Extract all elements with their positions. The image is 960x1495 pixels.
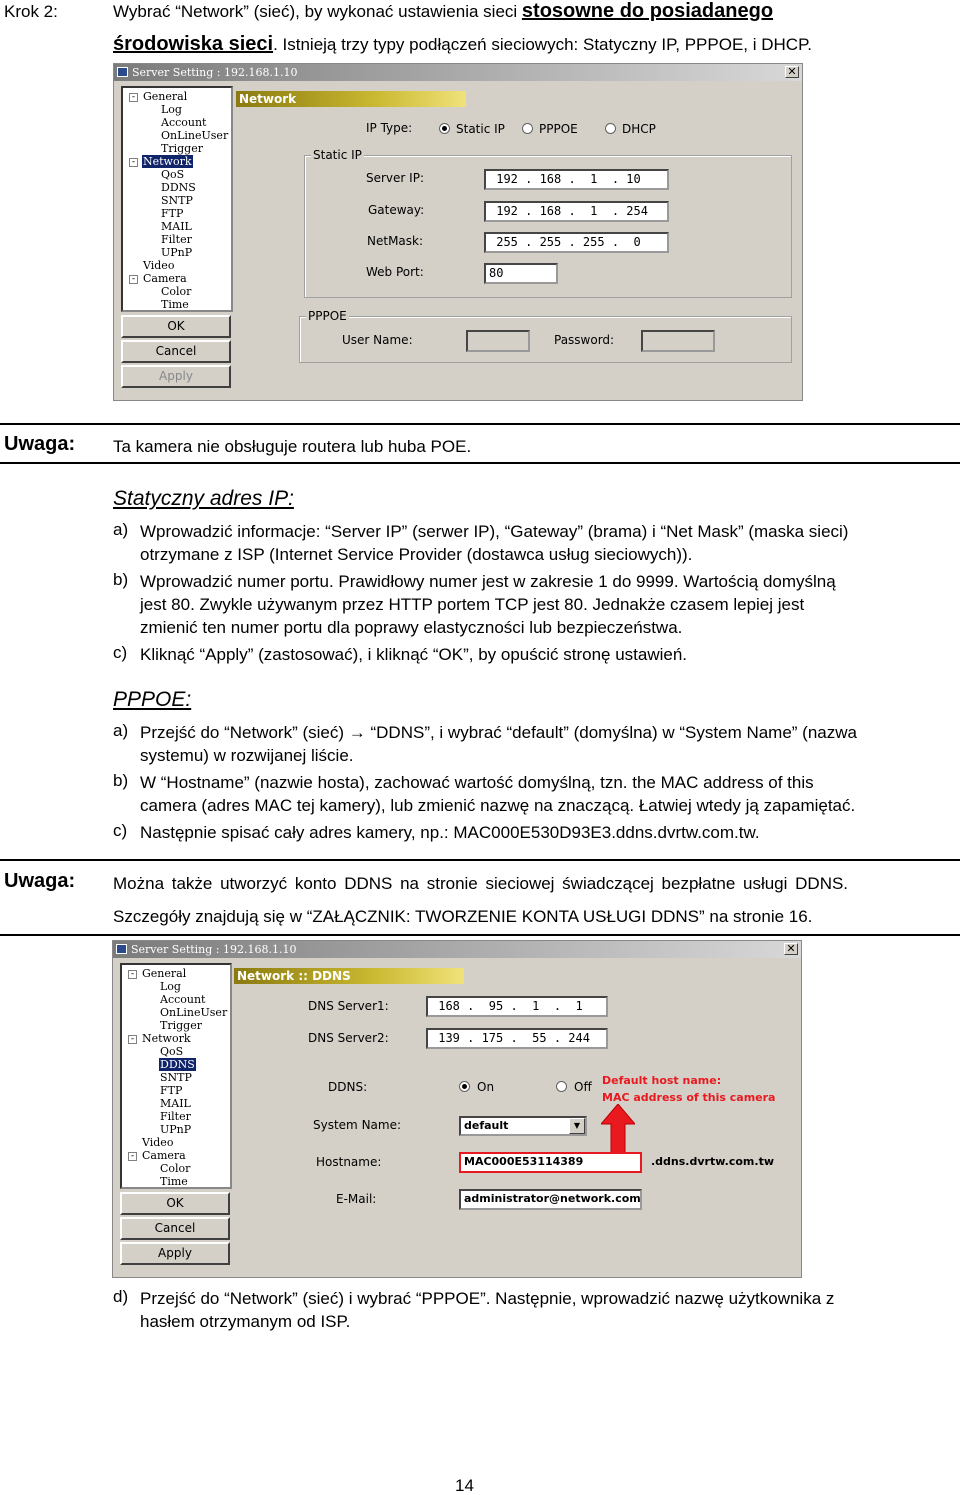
ddns-on-radio[interactable] — [459, 1081, 470, 1092]
tree-item[interactable]: SNTP — [161, 194, 193, 207]
note2-line1: Można także utworzyć konto DDNS na stronie sieciowej świadczącej bezpłatne usługi DDNS. — [113, 874, 849, 893]
page-number: 14 — [455, 1476, 474, 1495]
static-ip-heading: Statyczny adres IP: — [113, 487, 294, 510]
note-label: Uwaga: — [4, 433, 76, 455]
pppoe-a-text: Przejść do “Network” (sieć) — [140, 723, 349, 742]
divider — [0, 934, 960, 936]
pppoe-radio[interactable] — [522, 123, 533, 134]
static-item-c-line1: Kliknąć “Apply” (zastosować), i kliknąć “OK”, by opuścić stronę ustawień. — [140, 645, 688, 664]
step-d-line2: hasłem otrzymanym od ISP. — [140, 1312, 351, 1331]
server-ip-input[interactable]: 192 . 168 . 1 . 10 — [484, 169, 669, 190]
item-mark: b) — [113, 771, 129, 790]
tree-item[interactable]: Log — [161, 103, 182, 116]
netmask-input[interactable]: 255 . 255 . 255 . 0 — [484, 232, 669, 253]
tree-item[interactable]: Time — [161, 298, 189, 311]
collapse-icon[interactable]: - — [129, 93, 138, 102]
user-name-input[interactable] — [466, 330, 530, 352]
dns-server1-label: DNS Server1: — [308, 999, 389, 1013]
email-label: E-Mail: — [336, 1192, 377, 1206]
tree-item[interactable]: General — [143, 90, 188, 103]
tree-item[interactable]: Network — [142, 1032, 191, 1045]
collapse-icon[interactable]: - — [129, 158, 138, 167]
static-ip-option: Static IP — [456, 122, 505, 136]
server-ip-label: Server IP: — [366, 171, 424, 185]
ip-type-label: IP Type: — [366, 121, 413, 135]
arrow-right-icon: → — [348, 723, 366, 742]
tree-item[interactable]: UPnP — [161, 246, 193, 259]
dns-server2-label: DNS Server2: — [308, 1031, 389, 1045]
app-icon — [117, 67, 128, 77]
divider — [0, 423, 960, 425]
gateway-input[interactable]: 192 . 168 . 1 . 254 — [484, 201, 669, 222]
dhcp-option: DHCP — [622, 122, 656, 136]
pppoe-item-b-line2: camera (adres MAC tej kamery), lub zmienić nazwę na znaczącą. Łatwiej wtedy ją zapamiętać. — [140, 796, 856, 815]
ddns-label: DDNS: — [328, 1080, 368, 1094]
mac-address-hint: MAC address of this camera — [602, 1091, 776, 1104]
web-port-input[interactable]: 80 — [484, 263, 558, 284]
system-name-select[interactable]: default — [459, 1116, 587, 1136]
item-mark: b) — [113, 570, 129, 589]
step-text: Wybrać “Network” (sieć), by wykonać ustawienia sieci — [113, 2, 522, 21]
tree-item[interactable]: Account — [161, 116, 207, 129]
web-port-label: Web Port: — [366, 265, 424, 279]
step-label: Krok 2: — [4, 2, 58, 21]
dialog-title-bar — [114, 64, 802, 81]
tree-item[interactable]: FTP — [160, 1084, 183, 1097]
close-button[interactable]: ✕ — [784, 943, 798, 955]
pppoe-item-b-line1: W “Hostname” (nazwie hosta), zachować wartość domyślną, tzn. the MAC address of this — [140, 773, 814, 792]
tree-item[interactable]: QoS — [160, 1045, 184, 1058]
panel-title: Network — [236, 91, 466, 107]
tree-item[interactable]: Video — [143, 259, 175, 272]
tree-item[interactable]: Video — [142, 1136, 174, 1149]
tree-item[interactable]: MAIL — [160, 1097, 191, 1110]
tree-item[interactable]: OnLineUser — [161, 129, 229, 142]
netmask-label: NetMask: — [367, 234, 424, 248]
pppoe-item-a-line2: systemu) w rozwijanej liście. — [140, 746, 354, 765]
dialog-title: Server Setting : 192.168.1.10 — [132, 66, 298, 79]
app-icon — [116, 944, 127, 954]
static-item-a-line1: Wprowadzić informacje: “Server IP” (serwer IP), “Gateway” (brama) i “Net Mask” (maska sieci) — [140, 522, 849, 541]
step-text-2: . Istnieją trzy typy podłączeń sieciowych: Statyczny IP, PPPOE, i DHCP. — [273, 35, 812, 54]
static-ip-radio[interactable] — [439, 123, 450, 134]
settings-tree — [121, 86, 233, 312]
pppoe-a-text-2: “DDNS”, i wybrać “default” (domyślna) w “System Name” (nazwa — [365, 723, 857, 742]
tree-item[interactable]: UPnP — [160, 1123, 192, 1136]
gateway-label: Gateway: — [368, 203, 425, 217]
ok-button[interactable]: OK — [120, 1192, 230, 1215]
collapse-icon[interactable]: - — [128, 970, 137, 979]
divider — [0, 859, 960, 861]
collapse-icon[interactable]: - — [129, 275, 138, 284]
ddns-off-option: Off — [574, 1080, 592, 1094]
step-emphasis-2: środowiska sieci — [113, 33, 274, 55]
tree-item[interactable]: OnLineUser — [160, 1006, 228, 1019]
apply-button[interactable]: Apply — [121, 365, 231, 388]
static-item-b-line1: Wprowadzić numer portu. Prawidłowy numer jest w zakresie 1 do 9999. Wartością domyślną — [140, 572, 836, 591]
item-mark: a) — [113, 721, 129, 740]
system-name-label: System Name: — [313, 1118, 402, 1132]
pppoe-heading: PPPOE: — [113, 688, 192, 711]
tree-item[interactable]: Trigger — [160, 1019, 202, 1032]
hostname-input[interactable]: MAC000E53114389 — [459, 1152, 642, 1173]
panel-title: Network :: DDNS — [234, 968, 464, 984]
tree-item[interactable]: Color — [160, 1162, 191, 1175]
dns-server1-input[interactable]: 168 . 95 . 1 . 1 — [426, 996, 608, 1017]
item-mark: c) — [113, 643, 128, 662]
item-mark: c) — [113, 821, 128, 840]
cancel-button[interactable]: Cancel — [120, 1217, 230, 1240]
tree-item[interactable]: Color — [161, 285, 192, 298]
step-emphasis: stosowne do posiadanego — [521, 0, 774, 22]
tree-item[interactable]: MAIL — [161, 220, 192, 233]
up-arrow-icon — [601, 1104, 635, 1154]
collapse-icon[interactable]: - — [128, 1152, 137, 1161]
tree-item[interactable]: Time — [160, 1175, 188, 1188]
default-host-hint: Default host name: — [602, 1074, 722, 1087]
static-item-a-line2: otrzymane z ISP (Internet Service Provider (dostawca usług sieciowych)). — [140, 545, 693, 564]
close-button[interactable]: ✕ — [785, 66, 799, 78]
item-mark: a) — [113, 520, 129, 539]
tree-item[interactable]: Trigger — [161, 142, 203, 155]
cancel-button[interactable]: Cancel — [121, 340, 231, 363]
step-line-2 — [113, 33, 812, 56]
dropdown-arrow-icon[interactable]: ▼ — [569, 1118, 585, 1134]
tree-item[interactable]: FTP — [161, 207, 184, 220]
tree-item[interactable]: DDNS — [161, 181, 196, 194]
step-line-1 — [113, 0, 773, 23]
ddns-on-option: On — [477, 1080, 495, 1094]
tree-item[interactable]: Filter — [161, 233, 192, 246]
password-input[interactable] — [641, 330, 715, 352]
divider — [0, 462, 960, 464]
dhcp-radio[interactable] — [605, 123, 616, 134]
tree-item-selected[interactable]: DDNS — [160, 1058, 195, 1071]
apply-button[interactable]: Apply — [120, 1242, 230, 1265]
tree-item[interactable]: Account — [160, 993, 206, 1006]
tree-item[interactable]: General — [142, 967, 187, 980]
step-d-line1: Przejść do “Network” (sieć) i wybrać “PPPOE”. Następnie, wprowadzić nazwę użytkownika z — [140, 1289, 835, 1308]
hostname-label: Hostname: — [316, 1155, 382, 1169]
tree-item[interactable]: Camera — [142, 1149, 186, 1162]
static-item-b-line3: zmienić ten numer portu dla poprawy elastyczności lub bezpieczeństwa. — [140, 618, 683, 637]
tree-item[interactable]: Filter — [160, 1110, 191, 1123]
email-input[interactable]: administrator@network.com — [459, 1189, 642, 1210]
note-label: Uwaga: — [4, 870, 76, 892]
dialog-title: Server Setting : 192.168.1.10 — [131, 943, 297, 956]
ddns-off-radio[interactable] — [556, 1081, 567, 1092]
tree-item[interactable]: Log — [160, 980, 181, 993]
pppoe-option: PPPOE — [539, 122, 578, 136]
pppoe-item-a-line1 — [140, 721, 857, 744]
tree-item[interactable]: SNTP — [160, 1071, 192, 1084]
user-name-label: User Name: — [342, 333, 413, 347]
tree-item[interactable]: QoS — [161, 168, 185, 181]
collapse-icon[interactable]: - — [128, 1035, 137, 1044]
note2-line2: Szczegóły znajdują się w “ZAŁĄCZNIK: TWORZENIE KONTA USŁUGI DDNS” na stronie 16. — [113, 907, 813, 926]
item-mark: d) — [113, 1287, 129, 1306]
ddns-settings-dialog — [112, 940, 802, 1278]
password-label: Password: — [554, 333, 615, 347]
settings-tree — [120, 963, 232, 1189]
tree-item[interactable]: Camera — [143, 272, 187, 285]
pppoe-group-label: PPPOE — [308, 309, 347, 323]
note-text: Ta kamera nie obsługuje routera lub huba POE. — [113, 437, 472, 456]
static-ip-group-label: Static IP — [313, 148, 362, 162]
host-suffix: .ddns.dvrtw.com.tw — [651, 1155, 774, 1168]
ok-button[interactable]: OK — [121, 315, 231, 338]
pppoe-item-c-line1: Następnie spisać cały adres kamery, np.: MAC000E530D93E3.ddns.dvrtw.com.tw. — [140, 823, 760, 842]
network-settings-dialog — [113, 63, 803, 401]
dns-server2-input[interactable]: 139 . 175 . 55 . 244 — [426, 1028, 608, 1049]
dialog-title-bar — [113, 941, 801, 958]
static-item-b-line2: jest 80. Zwykle używanym przez HTTP portem TCP jest 80. Jednakże czasem lepiej jest — [140, 595, 805, 614]
tree-item-selected[interactable]: Network — [143, 155, 192, 168]
